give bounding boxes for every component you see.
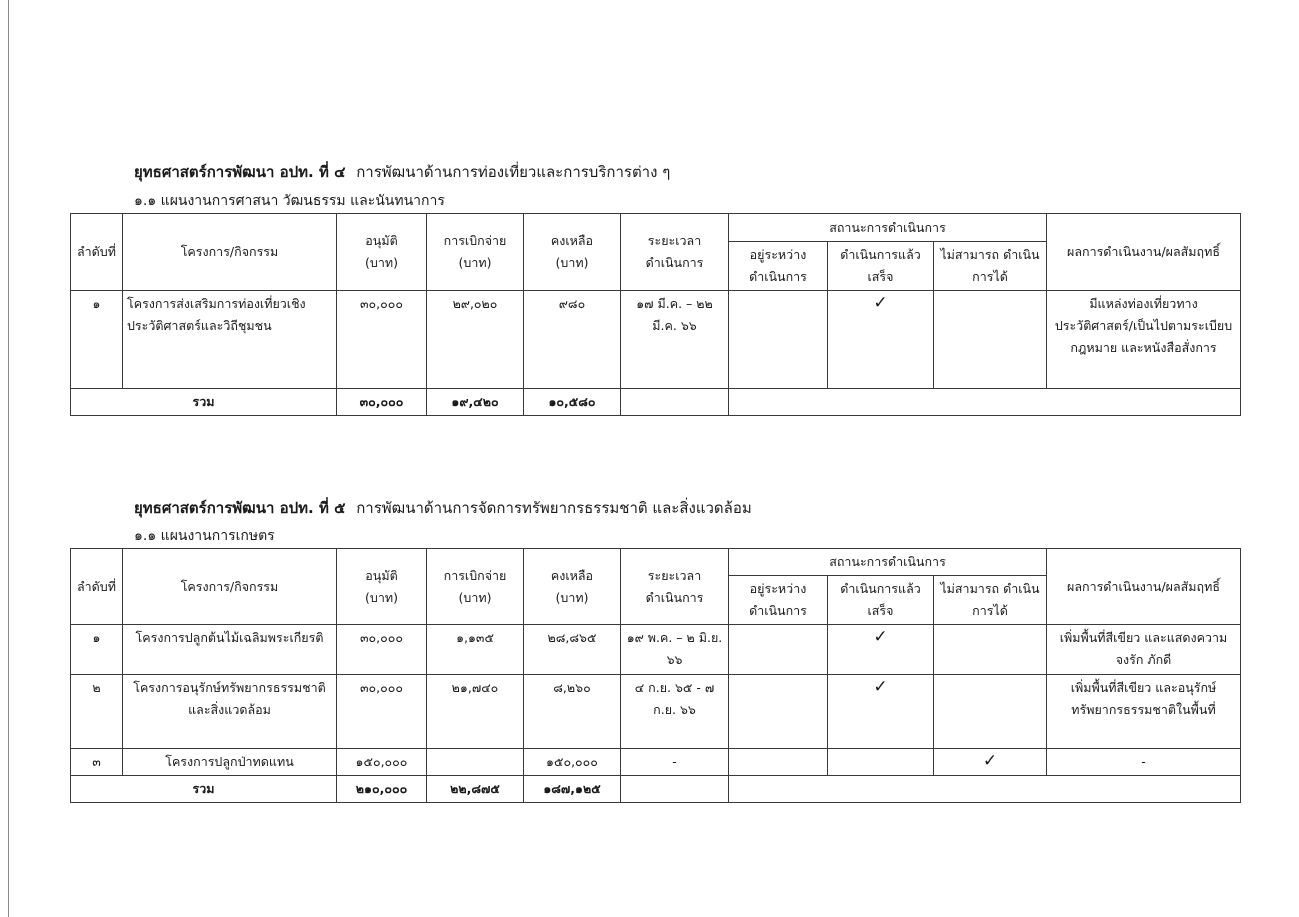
col-status: สถานะการดำเนินการ [729, 549, 1047, 576]
row-status-cannot [934, 749, 1047, 776]
col-seq: ลำดับที่ [71, 549, 123, 625]
row-seq: ๒ [71, 675, 123, 749]
row-period: - [621, 749, 729, 776]
row-period: ๑๙ พ.ค. – ๒ มิ.ย. ๖๖ [621, 625, 729, 675]
check-mark-icon: ✓ [873, 677, 888, 697]
check-mark-icon: ✓ [873, 293, 888, 313]
row-period: ๔ ก.ย. ๖๕ - ๗ ก.ย. ๖๖ [621, 675, 729, 749]
row-result: เพิ่มพื้นที่สีเขียว และแสดงความจงรัก ภักดี [1047, 625, 1241, 675]
report-table-1 [70, 213, 1241, 416]
total-remaining: ๑๐,๕๘๐ [524, 389, 621, 416]
check-mark-icon: ✓ [982, 751, 998, 771]
col-disbursed: การเบิกจ่าย (บาท) [427, 549, 524, 625]
row-status-cannot [934, 625, 1047, 675]
col-status-cannot: ไม่สามารถ ดำเนินการได้ [934, 576, 1047, 625]
row-status-cannot [934, 675, 1047, 749]
total-row [71, 776, 1241, 803]
total-label: รวม [71, 389, 337, 416]
row-remaining: ๙๘๐ [524, 291, 621, 389]
row-remaining: ๘,๒๖๐ [524, 675, 621, 749]
row-status-done [828, 291, 934, 389]
row-approved: ๓๐,๐๐๐ [337, 291, 427, 389]
row-status-ongoing [729, 625, 828, 675]
row-result: - [1047, 749, 1241, 776]
strategy-heading-1 [134, 160, 670, 184]
total-approved: ๓๐,๐๐๐ [337, 389, 427, 416]
total-blank [729, 776, 1241, 803]
row-status-ongoing [729, 291, 828, 389]
col-status: สถานะการดำเนินการ [729, 214, 1047, 242]
col-period: ระยะเวลา ดำเนินการ [621, 549, 729, 625]
total-blank [729, 389, 1241, 416]
row-period: ๑๗ มี.ค. – ๒๒ มี.ค. ๖๖ [621, 291, 729, 389]
row-status-done [828, 625, 934, 675]
header-row [71, 549, 1241, 576]
col-project: โครงการ/กิจกรรม [123, 549, 337, 625]
row-seq: ๑ [71, 625, 123, 675]
row-project: โครงการส่งเสริมการท่องเที่ยวเชิงประวัติศาสตร์และวิถีชุมชน [123, 291, 337, 389]
col-period: ระยะเวลา ดำเนินการ [621, 214, 729, 291]
report-table-2 [70, 548, 1241, 803]
total-period [621, 776, 729, 803]
col-project: โครงการ/กิจกรรม [123, 214, 337, 291]
total-label: รวม [71, 776, 337, 803]
total-period [621, 389, 729, 416]
row-project: โครงการปลูกต้นไม้เฉลิมพระเกียรติ [123, 625, 337, 675]
row-disbursed: ๒๙,๐๒๐ [427, 291, 524, 389]
col-status-done: ดำเนินการแล้ว เสร็จ [828, 576, 934, 625]
row-status-done [828, 749, 934, 776]
strategy-title-2: การพัฒนาด้านการจัดการทรัพยากรธรรมชาติ และสิ่งแวดล้อม [356, 499, 752, 517]
header-row [71, 214, 1241, 242]
row-disbursed: ๒๑,๗๔๐ [427, 675, 524, 749]
col-status-ongoing: อยู่ระหว่าง ดำเนินการ [729, 576, 828, 625]
col-remaining: คงเหลือ (บาท) [524, 549, 621, 625]
strategy-heading-2 [134, 496, 752, 520]
row-approved: ๑๕๐,๐๐๐ [337, 749, 427, 776]
row-status-done [828, 675, 934, 749]
col-approved: อนุมัติ (บาท) [337, 549, 427, 625]
check-mark-icon: ✓ [873, 627, 888, 647]
total-disbursed: ๑๙,๔๒๐ [427, 389, 524, 416]
col-seq: ลำดับที่ [71, 214, 123, 291]
total-remaining: ๑๘๗,๑๒๕ [524, 776, 621, 803]
table-row [71, 291, 1241, 389]
col-result: ผลการดำเนินงาน/ผลสัมฤทธิ์ [1047, 214, 1241, 291]
strategy-title-1: การพัฒนาด้านการท่องเที่ยวและการบริการต่าง ๆ [356, 163, 671, 181]
row-project: โครงการอนุรักษ์ทรัพยากรธรรมชาติและสิ่งแวดล้อม [123, 675, 337, 749]
col-result: ผลการดำเนินงาน/ผลสัมฤทธิ์ [1047, 549, 1241, 625]
row-result: เพิ่มพื้นที่สีเขียว และอนุรักษ์ทรัพยากรธรรมชาติในพื้นที่ [1047, 675, 1241, 749]
row-disbursed [427, 749, 524, 776]
col-status-done: ดำเนินการแล้ว เสร็จ [828, 242, 934, 291]
table-row [71, 749, 1241, 776]
row-remaining: ๒๘,๘๖๕ [524, 625, 621, 675]
row-status-ongoing [729, 675, 828, 749]
strategy-label-1: ยุทธศาสตร์การพัฒนา อปท. ที่ ๔ [134, 163, 346, 181]
row-seq: ๑ [71, 291, 123, 389]
col-status-cannot: ไม่สามารถ ดำเนินการได้ [934, 242, 1047, 291]
row-approved: ๓๐,๐๐๐ [337, 675, 427, 749]
row-status-ongoing [729, 749, 828, 776]
plan-label-2: ๑.๑ แผนงานการเกษตร [134, 528, 275, 544]
row-remaining: ๑๕๐,๐๐๐ [524, 749, 621, 776]
total-row [71, 389, 1241, 416]
strategy-label-2: ยุทธศาสตร์การพัฒนา อปท. ที่ ๕ [134, 499, 346, 517]
col-status-ongoing: อยู่ระหว่าง ดำเนินการ [729, 242, 828, 291]
row-status-cannot [934, 291, 1047, 389]
page-edge-line [8, 0, 9, 917]
table-row [71, 675, 1241, 749]
col-disbursed: การเบิกจ่าย (บาท) [427, 214, 524, 291]
total-approved: ๒๑๐,๐๐๐ [337, 776, 427, 803]
total-disbursed: ๒๒,๘๗๕ [427, 776, 524, 803]
row-result: มีแหล่งท่องเที่ยวทางประวัติศาสตร์/เป็นไปตามระเบียบกฎหมาย และหนังสือสั่งการ [1047, 291, 1241, 389]
row-disbursed: ๑,๑๓๕ [427, 625, 524, 675]
row-seq: ๓ [71, 749, 123, 776]
plan-label-1: ๑.๑ แผนงานการศาสนา วัฒนธรรม และนันทนาการ [134, 193, 445, 209]
row-project: โครงการปลูกป่าทดแทน [123, 749, 337, 776]
col-approved: อนุมัติ (บาท) [337, 214, 427, 291]
col-remaining: คงเหลือ (บาท) [524, 214, 621, 291]
table-row [71, 625, 1241, 675]
row-approved: ๓๐,๐๐๐ [337, 625, 427, 675]
